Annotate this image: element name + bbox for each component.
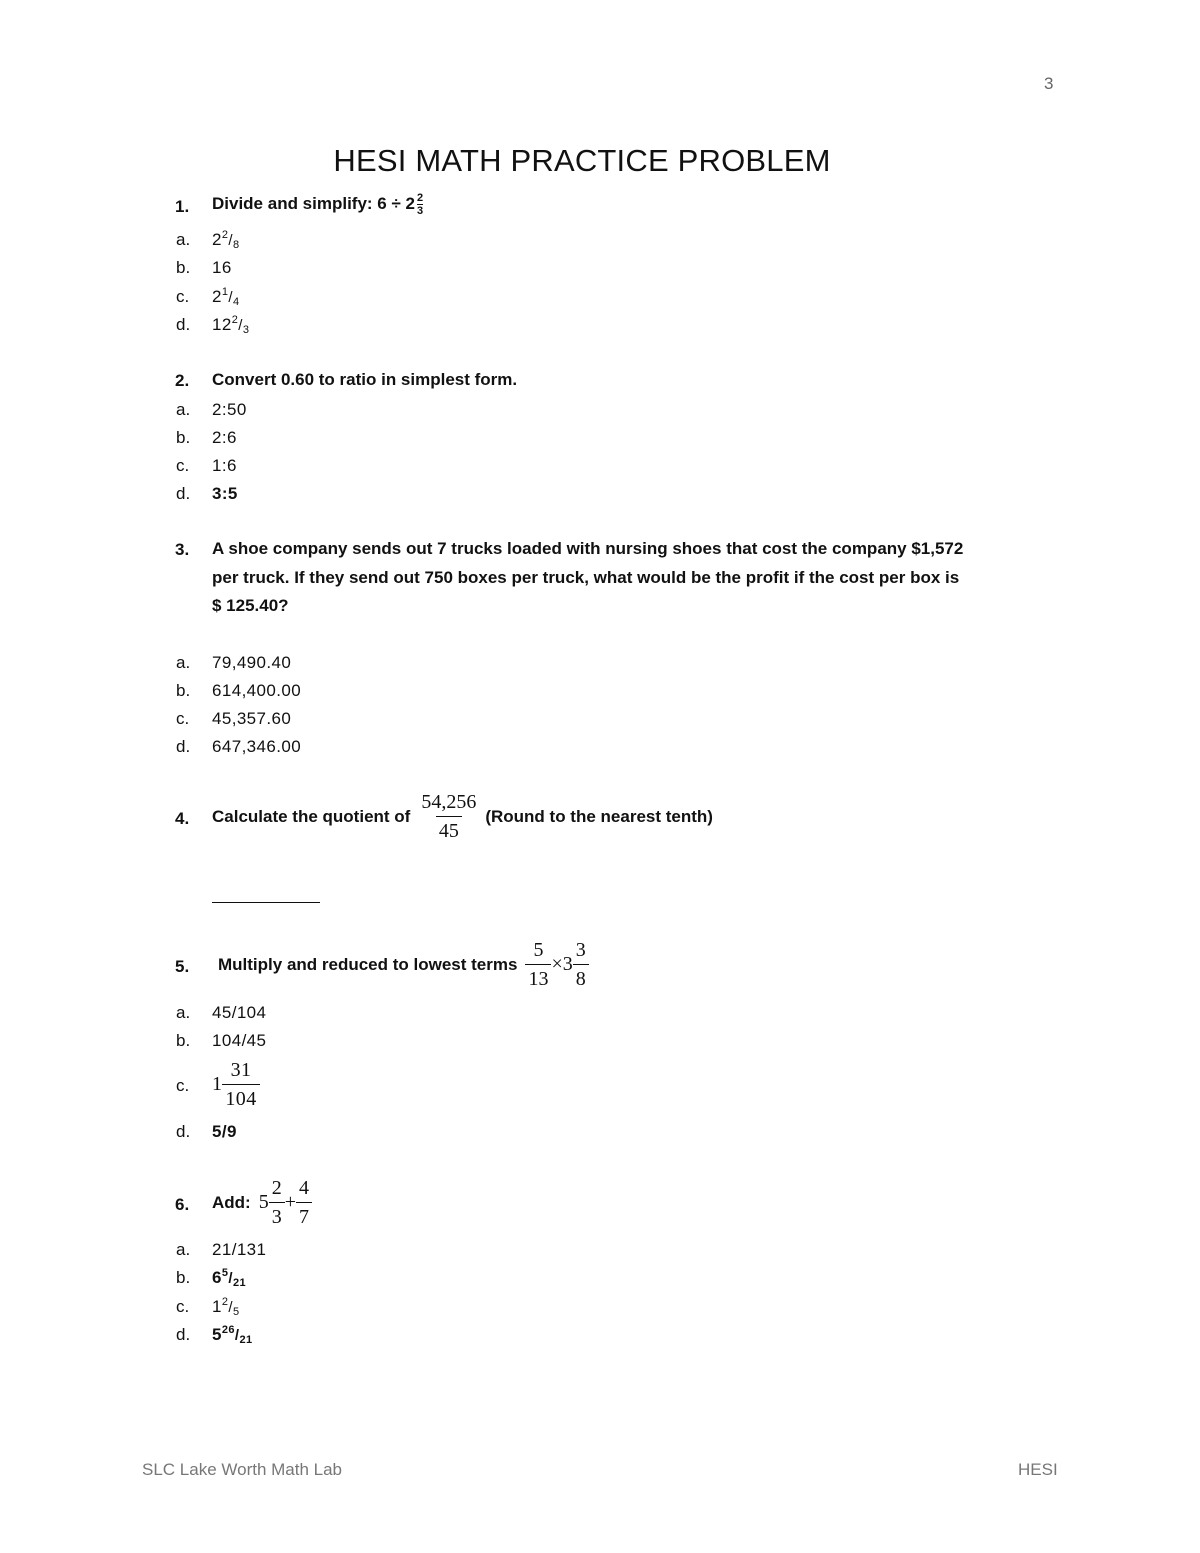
mixed-whole: 5 [212,1325,222,1344]
q2-option-d[interactable]: 3:5 [212,484,238,503]
mixed-numerator: 5 [221,1267,229,1279]
mixed-numerator: 2 [221,229,229,241]
fraction-numerator: 31 [230,1059,252,1081]
q5-option-b-letter: b. [176,1031,191,1050]
q5-option-a-letter: a. [176,1003,191,1022]
question-5-prompt [218,938,589,991]
q2-option-b-letter: b. [176,428,191,447]
fraction-numerator: 3 [575,939,586,961]
mixed-denominator: 21 [232,1277,247,1289]
q3-option-a[interactable]: 79,490.40 [212,653,292,672]
question-3-line-3: $ 125.40? [212,596,289,615]
fraction-numerator: 5 [533,939,544,961]
question-4-prompt-text: Calculate the quotient of [212,806,411,826]
mixed-denominator: 3 [242,324,250,336]
question-1-prompt [212,190,423,218]
q5-option-c-letter: c. [176,1076,190,1095]
q6-option-d[interactable]: $5^{26}/_{21}$ [212,1324,253,1346]
q1-option-a[interactable]: $2^2/_8$ [212,229,240,251]
q5-option-c-fraction [222,1058,259,1111]
q2-option-a-letter: a. [176,400,191,419]
question-6-prompt [212,1176,312,1229]
mixed-whole: 2 [212,287,222,306]
mixed-whole: 12 [212,315,232,334]
mixed-denominator: 4 [232,296,240,308]
mixed-denominator: 8 [232,239,240,251]
mixed-whole: 5 [258,1191,269,1213]
question-6-fraction-1 [269,1176,285,1229]
page-number: 3 [1044,74,1054,93]
question-3-line-1: A shoe company sends out 7 trucks loaded with nursing shoes that cost the company $1,572 [212,539,964,558]
question-5-number: 5. [175,957,190,976]
q6-option-c[interactable]: $1^2/_5$ [212,1296,240,1318]
question-4-prompt [212,790,713,843]
question-1-number: 1. [175,197,190,216]
q1-option-c[interactable]: $2^1/_4$ [212,286,240,308]
question-3-line-2: per truck. If they send out 750 boxes per truck, what would be the profit if the cost per box is [212,568,960,587]
q6-option-d-letter: d. [176,1325,191,1344]
mixed-whole: 1 [212,1297,222,1316]
question-4-fraction [418,790,479,843]
q6-option-b-letter: b. [176,1268,191,1287]
q2-option-d-letter: d. [176,484,191,503]
multiply-sign: ×3 [551,953,573,975]
mixed-numerator: 2 [221,1296,229,1308]
question-3-number: 3. [175,540,190,559]
fraction-numerator: 2 [417,192,424,205]
q6-option-c-letter: c. [176,1297,190,1316]
mixed-numerator: 2 [231,314,239,326]
fraction-denominator: 45 [436,816,462,843]
mixed-whole: 1 [212,1073,223,1095]
q5-option-d-letter: d. [176,1122,191,1141]
question-5-fraction-1 [525,938,551,991]
fraction-denominator: 104 [222,1084,259,1111]
fraction-denominator: 7 [296,1202,312,1229]
q3-option-b[interactable]: 614,400.00 [212,681,302,700]
q6-option-a-letter: a. [176,1240,191,1259]
q2-option-c[interactable]: 1:6 [212,456,237,475]
q5-option-c[interactable] [212,1058,260,1111]
q3-option-a-letter: a. [176,653,191,672]
footer-right: HESI [1018,1460,1058,1479]
q3-option-d[interactable]: 647,346.00 [212,737,302,756]
mixed-whole: 2 [212,230,222,249]
q1-option-c-letter: c. [176,287,190,306]
question-6-fraction-2 [296,1176,312,1229]
mixed-whole: 6 [212,1268,222,1287]
plus-sign: + [284,1191,296,1213]
mixed-numerator: 26 [221,1324,235,1336]
question-1-prompt-text: Divide and simplify: 6 ÷ 2 [212,194,415,213]
question-4-suffix: (Round to the nearest tenth) [485,806,713,826]
q3-option-c[interactable]: 45,357.60 [212,709,292,728]
question-6-prompt-text: Add: [212,1192,251,1212]
q1-option-d[interactable]: $12^2/_3$ [212,314,250,336]
question-2-number: 2. [175,371,190,390]
q3-option-b-letter: b. [176,681,191,700]
fraction-denominator: 3 [417,205,424,218]
fraction-denominator: 8 [573,964,589,991]
question-2-prompt: Convert 0.60 to ratio in simplest form. [212,370,518,389]
mixed-denominator: 5 [232,1306,240,1318]
answer-blank[interactable] [212,902,320,903]
q5-option-b[interactable]: 104/45 [212,1031,267,1050]
q6-option-a[interactable]: 21/131 [212,1240,267,1259]
mixed-numerator: 1 [221,286,229,298]
fraction-numerator: 2 [271,1177,282,1199]
mixed-denominator: 21 [239,1334,253,1346]
q2-option-c-letter: c. [176,456,190,475]
question-4-number: 4. [175,809,190,828]
fraction-denominator: 3 [269,1202,285,1229]
question-5-prompt-text: Multiply and reduced to lowest terms [218,954,518,974]
question-5-fraction-2 [573,938,589,991]
page-title: HESI MATH PRACTICE PROBLEM [333,143,831,178]
q5-option-a[interactable]: 45/104 [212,1003,267,1022]
q5-option-d[interactable]: 5/9 [212,1122,237,1141]
q1-option-b-letter: b. [176,258,191,277]
q6-option-b[interactable]: $6^5/_{21}$ [212,1267,247,1289]
q2-option-a[interactable]: 2:50 [212,400,247,419]
q2-option-b[interactable]: 2:6 [212,428,237,447]
q3-option-d-letter: d. [176,737,191,756]
question-6-number: 6. [175,1195,190,1214]
q1-option-b[interactable]: 16 [212,258,232,277]
footer-left: SLC Lake Worth Math Lab [142,1460,343,1479]
q1-option-d-letter: d. [176,315,191,334]
question-1-fraction [417,192,423,217]
fraction-numerator: 4 [299,1177,309,1199]
fraction-numerator: 54,256 [421,791,477,813]
q1-option-a-letter: a. [176,230,191,249]
q3-option-c-letter: c. [176,709,190,728]
fraction-denominator: 13 [525,964,551,991]
